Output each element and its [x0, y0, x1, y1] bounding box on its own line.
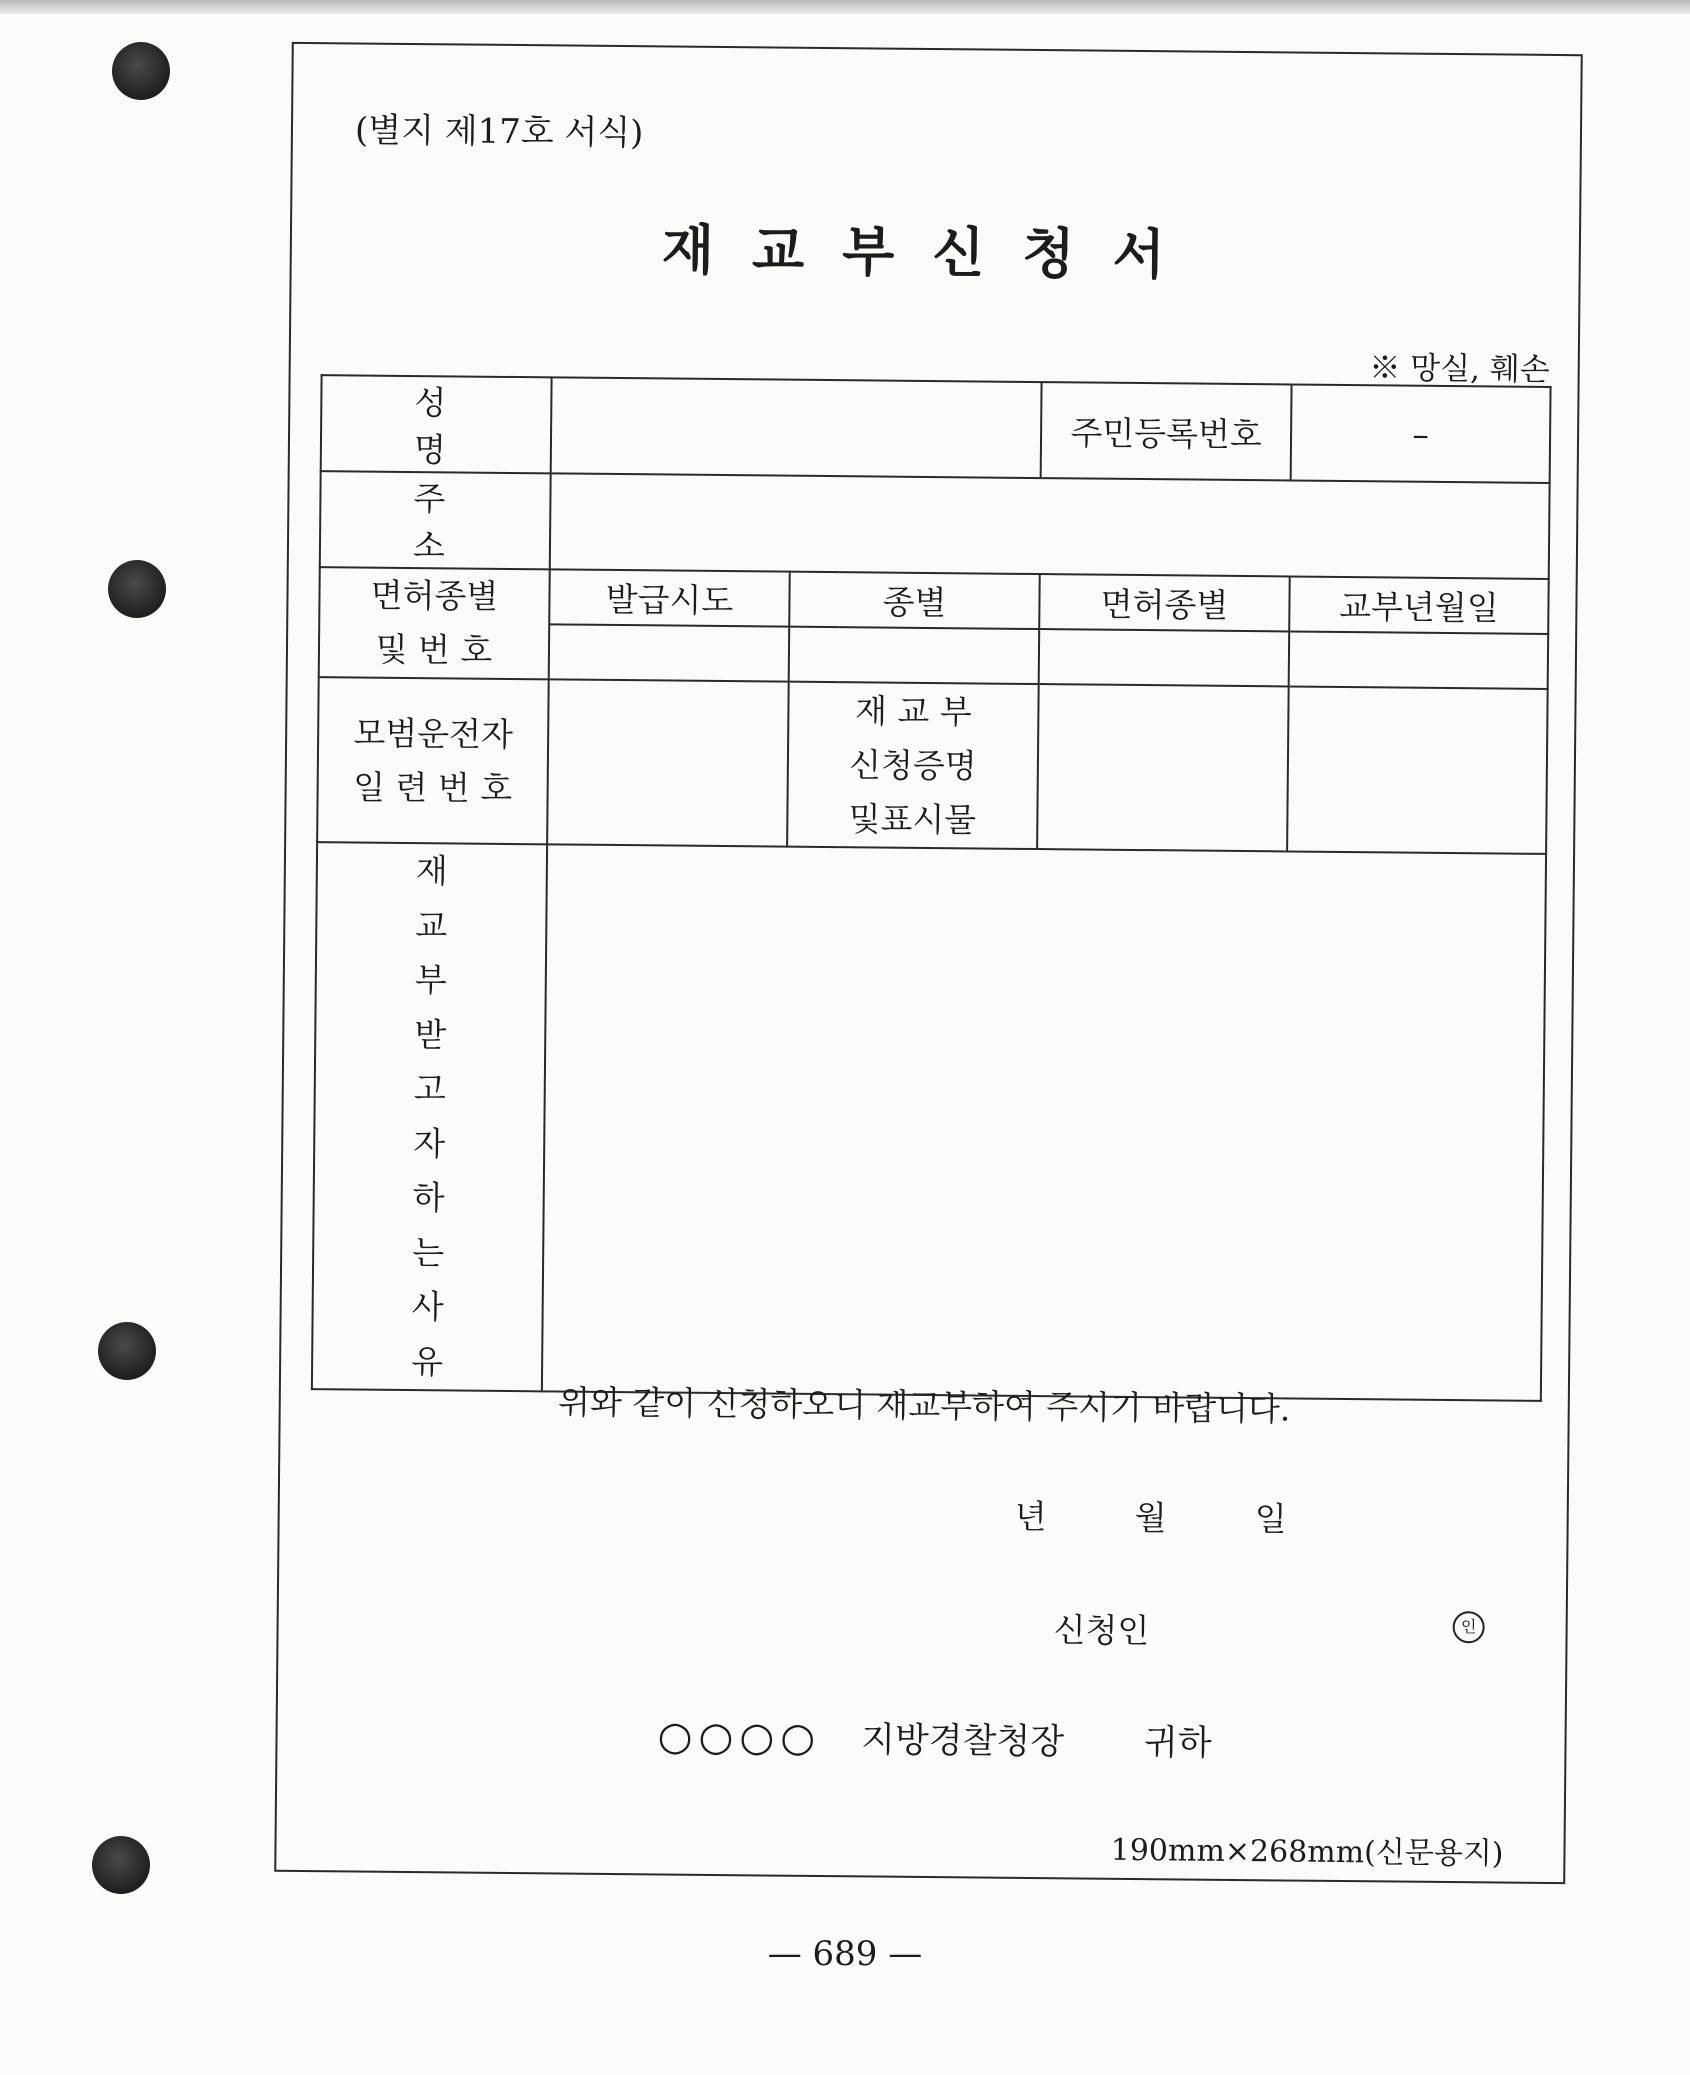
license-col-issuer: 발급시도 [549, 569, 790, 626]
form-title: 재교부신청서 [661, 217, 1204, 287]
punch-hole-3 [98, 1322, 156, 1380]
addressee-line [657, 1710, 1212, 1765]
address-label: 주 소 [320, 471, 551, 569]
reason-char: 부 [414, 960, 447, 1000]
reason-char: 교 [415, 905, 448, 945]
scan-top-edge [0, 0, 1690, 14]
reason-char: 하 [412, 1178, 445, 1218]
proof-line3: 및표시물 [848, 798, 977, 839]
reason-char: 는 [412, 1232, 445, 1272]
reason-note: ※ 망실, 훼손 [1369, 350, 1550, 388]
rrn-field[interactable] [1291, 384, 1551, 482]
addressee-office: 지방경찰청장 [860, 1720, 1065, 1763]
seal-mark[interactable]: 인 [1452, 1611, 1484, 1643]
applicant-label: 신청인 [1053, 1610, 1150, 1651]
proof-line1: 재 교 부 [854, 690, 972, 731]
date-day-label: 일 [1254, 1499, 1287, 1539]
address-field[interactable] [550, 473, 1550, 579]
proof-field-1[interactable] [1037, 684, 1289, 851]
reason-field[interactable] [542, 844, 1546, 1401]
page-number: — 689 — [767, 1934, 923, 1974]
request-text: 위와 같이 신청하오니 재교부하여 주시기 바랍니다. [557, 1382, 1291, 1429]
license-type-field[interactable] [1039, 629, 1290, 686]
model-driver-field[interactable] [547, 679, 789, 846]
paper-size: 190mm×268mm(신문용지) [1110, 1832, 1504, 1872]
name-label: 성 명 [321, 375, 552, 473]
reason-label [312, 842, 547, 1391]
model-driver-line1: 모범운전자 [353, 712, 514, 754]
date-year-label: 년 [1014, 1496, 1047, 1537]
issue-date-field[interactable] [1289, 631, 1549, 688]
punch-hole-4 [92, 1836, 150, 1894]
license-label [319, 567, 550, 679]
model-driver-line2: 일 련 번 호 [352, 766, 513, 808]
reason-char: 재 [415, 851, 448, 891]
punch-hole-2 [108, 560, 166, 618]
rrn-label: 주민등록번호 [1041, 382, 1292, 480]
addressee-honorific: 귀하 [1143, 1723, 1212, 1764]
model-driver-label [317, 677, 549, 844]
type-field[interactable] [789, 627, 1040, 684]
license-label-line1: 면허종별 [370, 575, 499, 616]
reason-char: 받 [414, 1014, 447, 1054]
reason-char: 고 [413, 1069, 446, 1109]
application-table [311, 374, 1552, 1402]
name-field[interactable] [551, 377, 1042, 478]
reason-char: 사 [411, 1287, 444, 1327]
license-col-issue-date: 교부년월일 [1289, 576, 1549, 633]
proof-field-2[interactable] [1287, 686, 1548, 853]
punch-hole-1 [112, 42, 170, 100]
license-col-type: 종별 [789, 572, 1040, 629]
license-label-line2: 및 번 호 [375, 629, 493, 670]
reason-char: 유 [411, 1341, 444, 1381]
form-number: (별지 제17호 서식) [354, 110, 644, 154]
form-frame [274, 42, 1583, 1884]
issuer-field[interactable] [549, 624, 790, 681]
addressee-placeholder: ○○○○ [657, 1713, 822, 1762]
date-line [1014, 1491, 1374, 1541]
proof-label [787, 682, 1039, 849]
reason-char: 자 [413, 1123, 446, 1163]
date-month-label: 월 [1134, 1498, 1167, 1538]
license-col-license-type: 면허종별 [1039, 574, 1290, 631]
rrn-separator: – [1412, 414, 1430, 454]
proof-line2: 신청증명 [848, 744, 977, 785]
